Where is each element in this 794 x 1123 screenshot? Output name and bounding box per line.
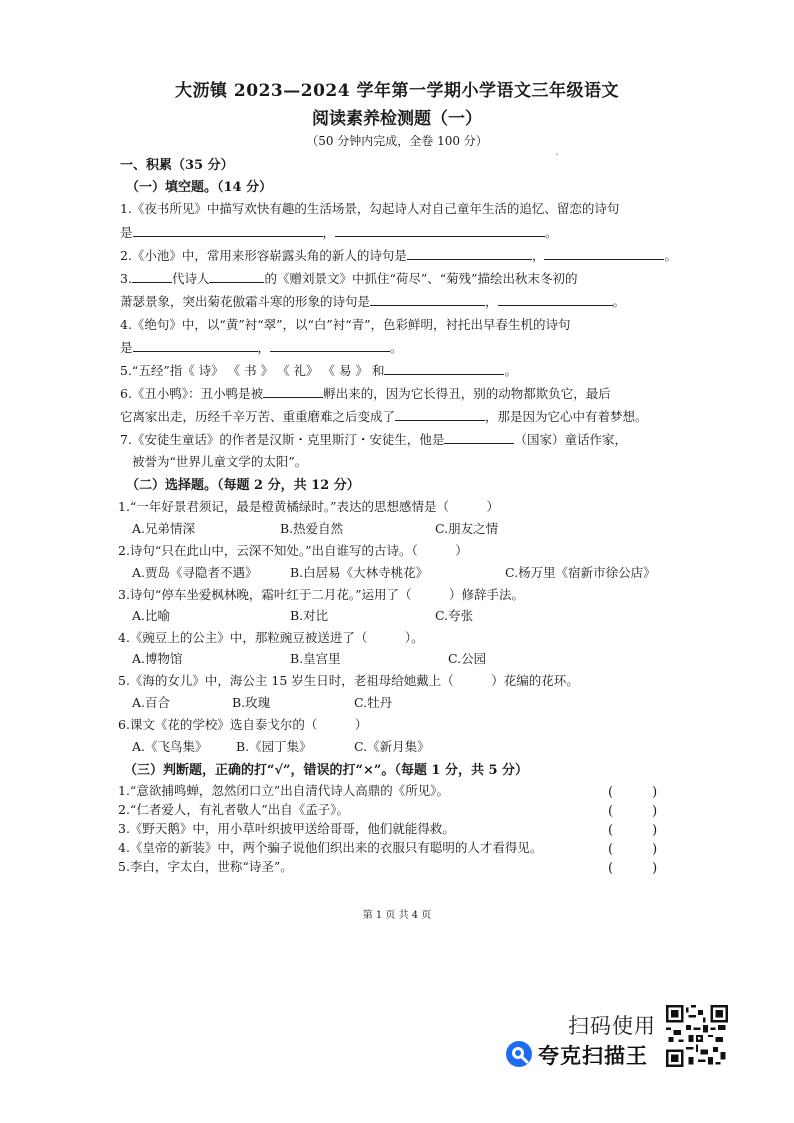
subsection-heading-fill: （一）填空题。（14 分） <box>126 180 273 195</box>
answer-blank[interactable] <box>209 270 264 283</box>
scan-speck: ˋ <box>555 154 560 165</box>
choice-question-5: 5.《海的女儿》中，海公主 15 岁生日时，老祖母给她戴上（ ）花编的花环。 <box>118 673 579 688</box>
exam-subtitle-title: 阅读素养检测题（一） <box>312 109 482 129</box>
quark-logo-icon <box>505 1040 533 1068</box>
question-1-line-1: 1.《夜书所见》中描写欢快有趣的生活场景，勾起诗人对自己童年生活的追忆、留恋的诗句 <box>120 201 620 216</box>
answer-blank[interactable] <box>544 247 664 260</box>
answer-parentheses[interactable]: ( ) <box>608 804 658 819</box>
answer-blank[interactable] <box>133 224 323 237</box>
choice-question-6: 6.课文《花的学校》选自泰戈尔的（ ） <box>118 717 368 732</box>
judge-item-4: 4.《皇帝的新装》中，两个骗子说他们织出来的衣服只有聪明的人才看得见。 <box>118 840 543 855</box>
answer-blank[interactable] <box>370 293 485 306</box>
question-4-line-2: 是 ， 。 <box>120 340 403 355</box>
choice-option[interactable]: B.对比 <box>290 608 329 623</box>
choice-question-4: 4.《豌豆上的公主》中，那粒豌豆被送进了（ ）。 <box>118 630 424 645</box>
page-number: 第 1 页 共 4 页 <box>362 910 432 921</box>
answer-blank[interactable] <box>444 431 514 444</box>
qr-code-icon[interactable] <box>666 1005 728 1067</box>
choice-option[interactable]: C.杨万里《宿新市徐公店》 <box>505 565 656 580</box>
answer-blank[interactable] <box>395 408 485 421</box>
question-3-line-2: 萧瑟景象，突出菊花傲霜斗寒的形象的诗句是 ， 。 <box>120 294 626 309</box>
subsection-heading-choice: （二）选择题。（每题 2 分，共 12 分） <box>126 478 360 493</box>
question-7-line-1: 7.《安徒生童话》的作者是汉斯・克里斯汀・安徒生，他是 （国家）童话作家， <box>120 432 627 447</box>
question-1-line-2: 是 ， 。 <box>120 225 558 240</box>
exam-title: 大沥镇 2023—2024 学年第一学期小学语文三年级语文 <box>175 81 619 101</box>
answer-blank[interactable] <box>335 224 545 237</box>
judge-item-5: 5.李白，字太白，世称“诗圣”。 <box>118 859 293 874</box>
answer-parentheses[interactable]: ( ) <box>608 861 658 876</box>
choice-option[interactable]: C.《新月集》 <box>354 739 430 754</box>
scan-prompt: 扫码使用 <box>568 1014 656 1038</box>
choice-option[interactable]: A.兄弟情深 <box>132 521 196 536</box>
choice-option[interactable]: C.朋友之情 <box>435 521 499 536</box>
choice-option[interactable]: A.百合 <box>132 695 171 710</box>
answer-blank[interactable] <box>263 385 323 398</box>
subsection-heading-judge: （三）判断题，正确的打“√”，错误的打“×”。（每题 1 分，共 5 分） <box>124 763 529 778</box>
answer-blank[interactable] <box>498 293 613 306</box>
judge-item-3: 3.《野天鹅》中，用小草叶织披甲送给哥哥，他们就能得救。 <box>118 821 455 836</box>
choice-question-2: 2.诗句“只在此山中，云深不知处。”出自谁写的古诗。（ ） <box>118 543 468 558</box>
choice-option[interactable]: B.热爱自然 <box>280 521 344 536</box>
question-2: 2.《小池》中，常用来形容崭露头角的新人的诗句是 ， 。 <box>120 248 677 263</box>
choice-option[interactable]: B.《园丁集》 <box>236 739 312 754</box>
choice-option[interactable]: B.皇宫里 <box>290 651 341 666</box>
choice-option[interactable]: B.白居易《大林寺桃花》 <box>290 565 429 580</box>
exam-instructions: （50 分钟内完成，全卷 100 分） <box>306 134 488 148</box>
answer-blank[interactable] <box>270 339 390 352</box>
question-6-line-2: 它离家出走，历经千辛万苦、重重磨难之后变成了 ，那是因为它心中有着梦想。 <box>120 409 648 424</box>
choice-option[interactable]: C.公园 <box>448 651 487 666</box>
choice-option[interactable]: C.牡丹 <box>354 695 393 710</box>
choice-question-3: 3.诗句“停车坐爱枫林晚，霜叶红于二月花。”运用了（ ）修辞手法。 <box>118 587 524 602</box>
choice-question-1: 1.“一年好景君须记，最是橙黄橘绿时。”表达的思想感情是（ ） <box>118 499 499 514</box>
choice-option[interactable]: A.贾岛《寻隐者不遇》 <box>132 565 258 580</box>
answer-blank[interactable] <box>384 362 504 375</box>
choice-option[interactable]: B.玫瑰 <box>232 695 271 710</box>
answer-parentheses[interactable]: ( ) <box>608 842 658 857</box>
question-7-line-2: 被誉为“世界儿童文学的太阳”。 <box>132 454 308 469</box>
section-heading: 一、积累（35 分） <box>120 158 234 173</box>
answer-parentheses[interactable]: ( ) <box>608 785 658 800</box>
answer-parentheses[interactable]: ( ) <box>608 823 658 838</box>
choice-option[interactable]: A.《飞鸟集》 <box>132 739 208 754</box>
question-4-line-1: 4.《绝句》中，以“黄”衬“翠”，以“白”衬“青”，色彩鲜明，衬托出早春生机的诗句 <box>120 317 571 332</box>
answer-blank[interactable] <box>133 339 258 352</box>
choice-option[interactable]: C.夸张 <box>435 608 474 623</box>
answer-blank[interactable] <box>132 270 172 283</box>
answer-blank[interactable] <box>407 247 532 260</box>
judge-item-1: 1.“意欲捕鸣蝉，忽然闭口立”出自清代诗人高鼎的《所见》。 <box>118 783 449 798</box>
judge-item-2: 2.“仁者爱人，有礼者敬人”出自《孟子》。 <box>118 802 349 817</box>
question-6-line-1: 6.《丑小鸭》：丑小鸭是被 孵出来的，因为它长得丑，别的动物都欺负它，最后 <box>120 386 611 401</box>
choice-option[interactable]: A.比喻 <box>132 608 171 623</box>
question-3-line-1: 3. 代诗人 的《赠刘景文》中抓住“荷尽”、“菊残”描绘出秋末冬初的 <box>120 271 578 286</box>
choice-option[interactable]: A.博物馆 <box>132 651 183 666</box>
scanner-brand-name: 夸克扫描王 <box>538 1044 648 1068</box>
question-5: 5.“五经”指《 诗》 《 书 》 《 礼》 《 易 》 和 。 <box>120 363 517 378</box>
